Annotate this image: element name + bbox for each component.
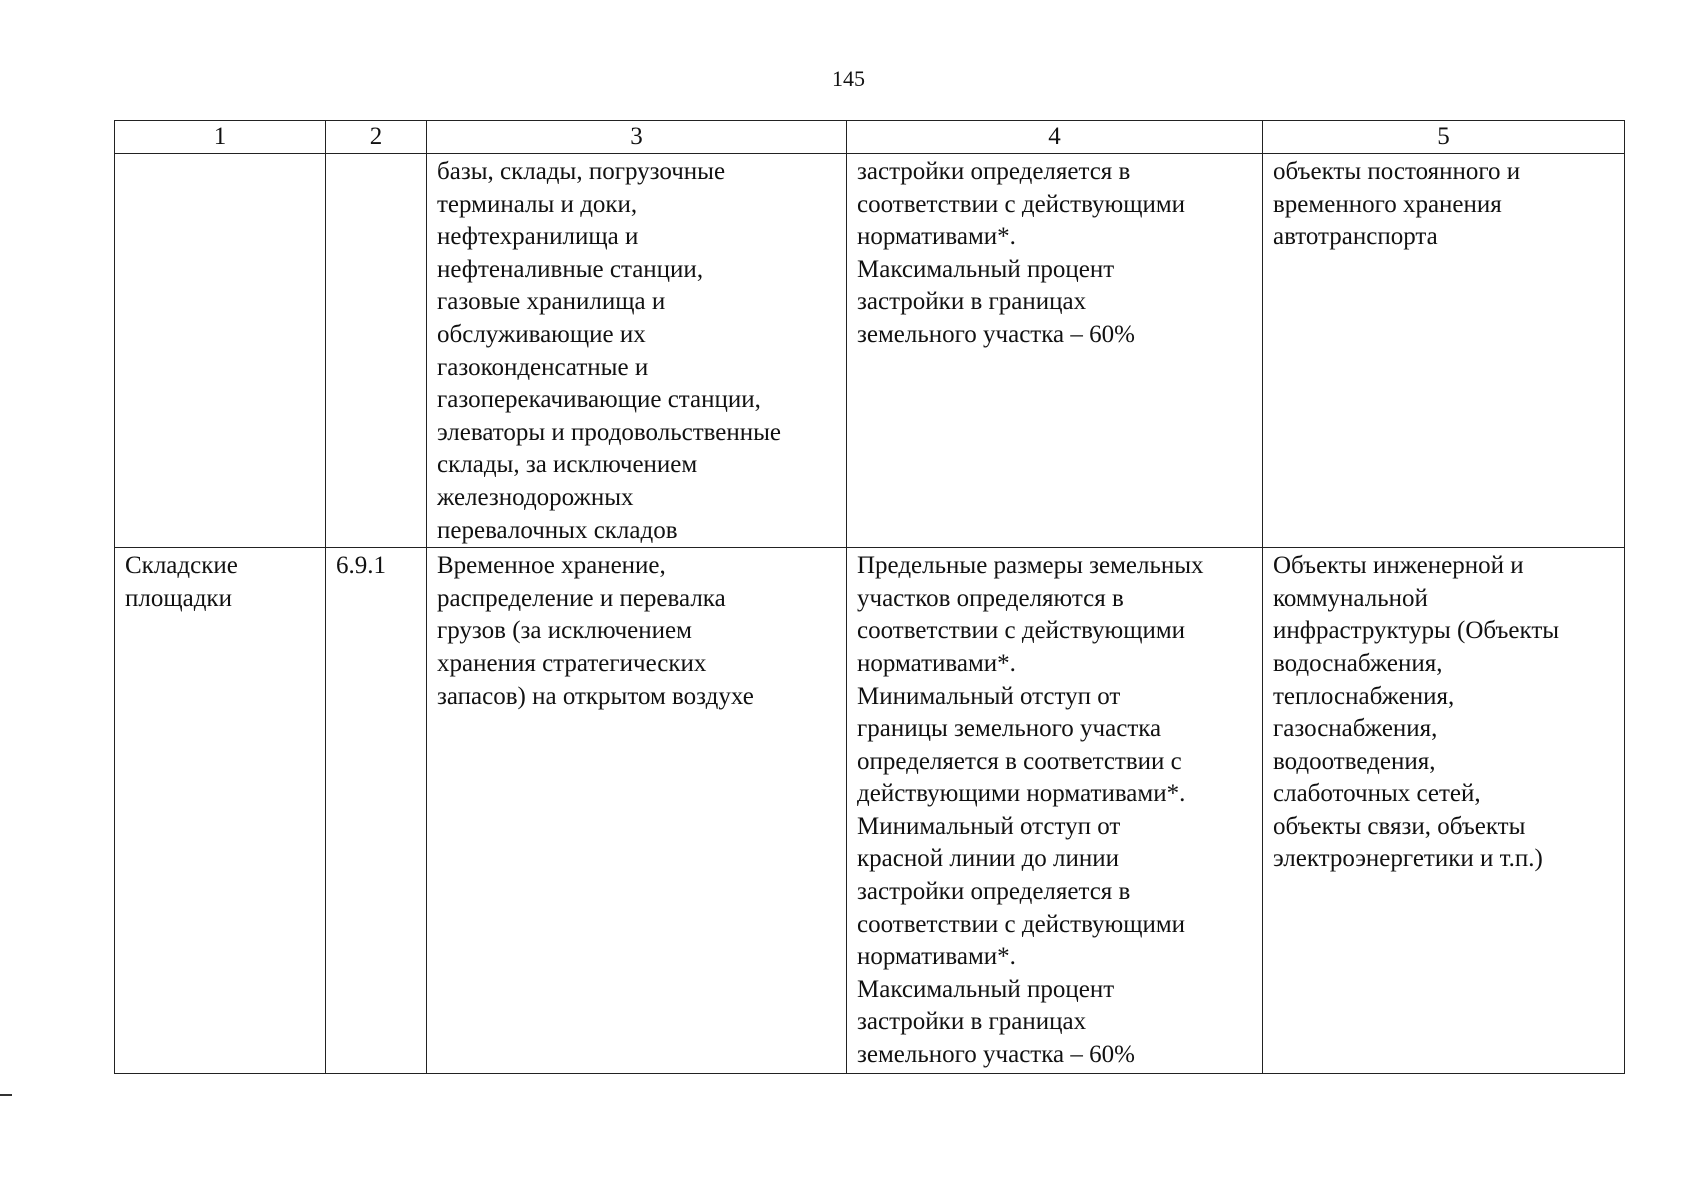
cell-text-line: временного хранения: [1273, 190, 1502, 218]
header-cell-3: 3: [427, 121, 847, 154]
cell-text-line: автотранспорта: [1273, 223, 1438, 251]
cell-text-line: красной линии до линии: [857, 845, 1120, 873]
table-header-row: [115, 121, 1625, 154]
table-row: [115, 154, 1625, 548]
cell-parameters: [847, 154, 1263, 548]
cell-parameters: [847, 548, 1263, 1074]
cell-use-description: [427, 154, 847, 548]
land-use-table: [114, 120, 1625, 1074]
cell-text-line: инфраструктуры (Объекты: [1273, 617, 1560, 645]
header-cell-2: 2: [326, 121, 427, 154]
cell-text-line: границы земельного участка: [857, 715, 1162, 743]
cell-text-line: электроэнергетики и т.п.): [1273, 845, 1543, 873]
cell-text-line: распределение и перевалка: [437, 584, 726, 612]
cell-text-line: Максимальный процент: [857, 255, 1115, 283]
cell-use-code: [326, 548, 427, 1074]
cell-text-line: объекты связи, объекты: [1273, 812, 1526, 840]
cell-text-line: запасов) на открытом воздухе: [437, 682, 754, 710]
cell-text-line: нефтеналивные станции,: [437, 255, 704, 283]
cell-text-line: застройки в границах: [857, 288, 1087, 316]
cell-text-line: базы, склады, погрузочные: [437, 158, 726, 185]
cell-text-line: склады, за исключением: [437, 451, 698, 479]
cell-use-name: [115, 548, 326, 1074]
header-cell-5: 5: [1263, 121, 1625, 154]
cell-text-line: застройки определяется в: [857, 158, 1131, 185]
header-cell-1: 1: [115, 121, 326, 154]
cell-text-line: земельного участка – 60%: [857, 1041, 1135, 1069]
cell-text-line: нормативами*.: [857, 223, 1016, 251]
cell-text-line: действующими нормативами*.: [857, 780, 1186, 808]
cell-text-line: нормативами*.: [857, 943, 1016, 971]
cell-text-line: площадки: [125, 584, 232, 612]
cell-text-line: участков определяются в: [857, 584, 1124, 612]
cell-text-line: соответствии с действующими: [857, 910, 1186, 938]
cell-text-line: теплоснабжения,: [1273, 682, 1455, 710]
cell-text-line: железнодорожных: [437, 483, 634, 511]
cell-text-line: водоснабжения,: [1273, 649, 1443, 677]
cell-text-line: Минимальный отступ от: [857, 812, 1121, 840]
cell-text-line: Максимальный процент: [857, 975, 1115, 1003]
cell-text-line: газоснабжения,: [1273, 715, 1438, 743]
cell-text-line: хранения стратегических: [437, 649, 707, 677]
cell-text-line: газоперекачивающие станции,: [437, 386, 761, 414]
cell-text-line: 6.9.1: [336, 552, 386, 580]
cell-text-line: Складские: [125, 552, 238, 580]
cell-text-line: газовые хранилища и: [437, 288, 666, 316]
cell-text-line: слаботочных сетей,: [1273, 780, 1481, 808]
cell-text-line: коммунальной: [1273, 584, 1428, 612]
cell-text-line: застройки определяется в: [857, 878, 1131, 906]
cell-text-line: Предельные размеры земельных: [857, 552, 1204, 580]
cell-text-line: Минимальный отступ от: [857, 682, 1121, 710]
cell-text-line: элеваторы и продовольственные: [437, 418, 782, 446]
table-row: [115, 548, 1625, 1074]
cell-text-line: грузов (за исключением: [437, 617, 692, 645]
cell-text-line: нормативами*.: [857, 649, 1016, 677]
margin-dash: [0, 1094, 12, 1096]
cell-text-line: определяется в соответствии с: [857, 747, 1182, 775]
cell-text-line: газоконденсатные и: [437, 353, 649, 381]
cell-use-name: [115, 154, 326, 548]
header-cell-4: 4: [847, 121, 1263, 154]
cell-auxiliary-uses: [1263, 154, 1625, 548]
cell-text-line: терминалы и доки,: [437, 190, 638, 218]
cell-auxiliary-uses: [1263, 548, 1625, 1074]
cell-text-line: перевалочных складов: [437, 516, 678, 544]
cell-text-line: Объекты инженерной и: [1273, 552, 1524, 580]
cell-text-line: соответствии с действующими: [857, 617, 1186, 645]
cell-text-line: застройки в границах: [857, 1008, 1087, 1036]
cell-text-line: земельного участка – 60%: [857, 320, 1135, 348]
cell-use-description: [427, 548, 847, 1074]
cell-text-line: водоотведения,: [1273, 747, 1436, 775]
cell-text-line: соответствии с действующими: [857, 190, 1186, 218]
cell-text-line: обслуживающие их: [437, 320, 646, 348]
cell-text-line: Временное хранение,: [437, 552, 666, 580]
page-number: 145: [832, 66, 865, 91]
cell-use-code: [326, 154, 427, 548]
cell-text-line: нефтехранилища и: [437, 223, 639, 251]
cell-text-line: объекты постоянного и: [1273, 158, 1521, 185]
